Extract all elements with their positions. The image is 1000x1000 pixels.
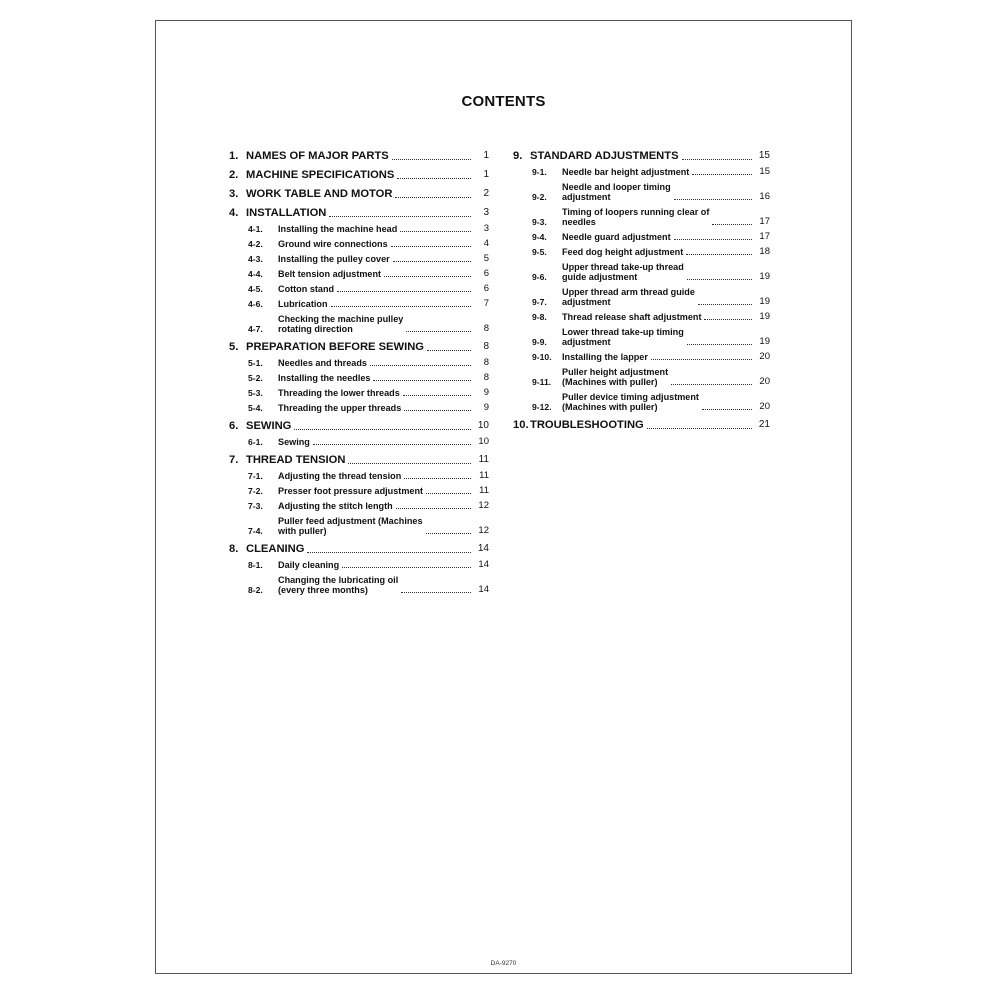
subsection-number: 9-5.	[532, 247, 547, 257]
subsection-title: Checking the machine pulley rotating direction	[278, 314, 404, 334]
subsection-number: 4-1.	[248, 224, 263, 234]
subsection-number: 4-3.	[248, 254, 263, 264]
subsection-title: Needle and looper timing adjustment	[562, 182, 671, 202]
subsection-title: Cotton stand	[278, 284, 335, 294]
subsection-number: 9-8.	[532, 312, 547, 322]
subsection-page-number: 17	[759, 231, 770, 242]
toc-subsection-row[interactable]	[513, 327, 770, 347]
subsection-title: Threading the upper threads	[278, 403, 402, 413]
subsection-title: Lower thread take-up timing adjustment	[562, 327, 684, 347]
subsection-title: Needles and threads	[278, 358, 367, 368]
toc-section	[229, 543, 489, 595]
dot-leader	[392, 159, 471, 160]
subsection-number: 9-7.	[532, 297, 547, 307]
section-title: TROUBLESHOOTING	[530, 419, 644, 431]
subsection-page-number: 3	[483, 223, 489, 234]
toc-subsection-row[interactable]	[513, 182, 770, 202]
subsection-page-number: 8	[483, 372, 489, 383]
section-number: 8.	[229, 543, 239, 555]
subsection-title: Daily cleaning	[278, 560, 340, 570]
section-title: STANDARD ADJUSTMENTS	[530, 150, 679, 162]
section-number: 5.	[229, 341, 239, 353]
dot-leader	[391, 246, 471, 247]
subsection-page-number: 20	[759, 401, 770, 412]
dot-leader	[674, 199, 752, 200]
section-number: 7.	[229, 454, 239, 466]
subsection-number: 8-2.	[248, 585, 263, 595]
toc-section	[229, 341, 489, 413]
section-page-number: 2	[483, 188, 489, 199]
toc-section	[513, 419, 770, 431]
section-number: 1.	[229, 150, 239, 162]
subsection-page-number: 14	[478, 559, 489, 570]
toc-subsection-row[interactable]	[229, 284, 489, 294]
toc-subsection-row[interactable]	[513, 207, 770, 227]
toc-section-row[interactable]	[229, 454, 489, 466]
page-title: CONTENTS	[461, 93, 546, 110]
toc-section-row[interactable]	[229, 169, 489, 181]
toc-subsection-row[interactable]	[229, 403, 489, 413]
subsection-title: Upper thread arm thread guide adjustment	[562, 287, 695, 307]
dot-leader	[294, 429, 471, 430]
toc-subsection-row[interactable]	[229, 314, 489, 334]
section-number: 6.	[229, 420, 239, 432]
dot-leader	[307, 552, 471, 553]
subsection-page-number: 12	[478, 500, 489, 511]
section-title: PREPARATION BEFORE SEWING	[246, 341, 424, 353]
subsection-number: 6-1.	[248, 437, 263, 447]
subsection-number: 9-12.	[532, 402, 552, 412]
dot-leader	[313, 444, 471, 445]
subsection-number: 5-3.	[248, 388, 263, 398]
toc-subsection-row[interactable]	[229, 501, 489, 511]
section-page-number: 8	[483, 341, 489, 352]
dot-leader	[692, 174, 752, 175]
dot-leader	[404, 410, 471, 411]
subsection-page-number: 7	[483, 298, 489, 309]
subsection-number: 9-11.	[532, 377, 552, 387]
subsection-page-number: 4	[483, 238, 489, 249]
toc-subsection-row[interactable]	[513, 367, 770, 387]
subsection-page-number: 20	[759, 376, 770, 387]
toc-subsection-row[interactable]	[513, 352, 770, 362]
subsection-number: 9-3.	[532, 217, 547, 227]
toc-subsection-row[interactable]	[229, 516, 489, 536]
dot-leader	[370, 365, 471, 366]
section-number: 3.	[229, 188, 239, 200]
toc-subsection-row[interactable]	[229, 388, 489, 398]
subsection-title: Needle guard adjustment	[562, 232, 671, 242]
subsection-number: 5-4.	[248, 403, 263, 413]
subsection-number: 9-4.	[532, 232, 547, 242]
subsection-title: Installing the machine head	[278, 224, 398, 234]
section-page-number: 3	[483, 207, 489, 218]
subsection-number: 8-1.	[248, 560, 263, 570]
dot-leader	[403, 395, 471, 396]
subsection-number: 4-4.	[248, 269, 263, 279]
subsection-page-number: 18	[759, 246, 770, 257]
toc-subsection-row[interactable]	[229, 560, 489, 570]
section-title: MACHINE SPECIFICATIONS	[246, 169, 395, 181]
toc-subsection-row[interactable]	[229, 471, 489, 481]
section-title: NAMES OF MAJOR PARTS	[246, 150, 389, 162]
toc-subsection-row[interactable]	[229, 373, 489, 383]
toc-subsection-row[interactable]	[229, 486, 489, 496]
toc-subsection-row[interactable]	[229, 239, 489, 249]
dot-leader	[329, 216, 471, 217]
toc-section-row[interactable]	[229, 188, 489, 200]
dot-leader	[682, 159, 752, 160]
section-title: CLEANING	[246, 543, 305, 555]
subsection-number: 4-2.	[248, 239, 263, 249]
subsection-page-number: 14	[478, 584, 489, 595]
section-page-number: 14	[477, 543, 489, 554]
subsection-page-number: 8	[483, 323, 489, 334]
subsection-title: Upper thread take-up thread guide adjustment	[562, 262, 684, 282]
toc-subsection-row[interactable]	[229, 254, 489, 264]
toc-section	[229, 207, 489, 334]
dot-leader	[671, 384, 752, 385]
subsection-number: 7-2.	[248, 486, 263, 496]
toc-subsection-row[interactable]	[513, 312, 770, 322]
toc-section-row[interactable]	[513, 150, 770, 162]
subsection-title: Timing of loopers running clear of needles	[562, 207, 710, 227]
dot-leader	[702, 409, 752, 410]
subsection-number: 4-5.	[248, 284, 263, 294]
subsection-title: Presser foot pressure adjustment	[278, 486, 424, 496]
dot-leader	[401, 592, 471, 593]
section-number: 2.	[229, 169, 239, 181]
dot-leader	[400, 231, 471, 232]
toc-section-row[interactable]	[229, 543, 489, 555]
section-page-number: 1	[483, 169, 489, 180]
subsection-page-number: 8	[483, 357, 489, 368]
subsection-number: 9-9.	[532, 337, 547, 347]
toc-subsection-row[interactable]	[513, 392, 770, 412]
toc-subsection-row[interactable]	[513, 167, 770, 177]
subsection-page-number: 20	[759, 351, 770, 362]
subsection-title: Puller feed adjustment (Machines with puller)	[278, 516, 423, 536]
subsection-title: Ground wire connections	[278, 239, 388, 249]
dot-leader	[337, 291, 471, 292]
subsection-page-number: 6	[483, 268, 489, 279]
subsection-page-number: 12	[478, 525, 489, 536]
toc-section-row[interactable]	[513, 419, 770, 431]
toc-section	[229, 188, 489, 200]
subsection-title: Belt tension adjustment	[278, 269, 382, 279]
section-page-number: 15	[758, 150, 770, 161]
dot-leader	[406, 331, 471, 332]
subsection-title: Adjusting the stitch length	[278, 501, 393, 511]
subsection-title: Sewing	[278, 437, 310, 447]
toc-section	[229, 454, 489, 536]
toc-section	[513, 150, 770, 412]
subsection-title: Puller height adjustment (Machines with puller)	[562, 367, 669, 387]
dot-leader	[651, 359, 752, 360]
toc-subsection-row[interactable]	[229, 575, 489, 595]
dot-leader	[404, 478, 471, 479]
section-title: SEWING	[246, 420, 292, 432]
subsection-number: 7-4.	[248, 526, 263, 536]
subsection-page-number: 9	[483, 402, 489, 413]
subsection-title: Installing the lapper	[562, 352, 648, 362]
subsection-title: Puller device timing adjustment (Machines with puller)	[562, 392, 699, 412]
dot-leader	[674, 239, 752, 240]
subsection-number: 5-2.	[248, 373, 263, 383]
toc-subsection-row[interactable]	[229, 358, 489, 368]
dot-leader	[687, 279, 752, 280]
section-page-number: 21	[758, 419, 770, 430]
subsection-page-number: 17	[759, 216, 770, 227]
section-page-number: 11	[478, 454, 489, 465]
document-code: DA-9270	[490, 960, 517, 967]
toc-section	[229, 150, 489, 162]
subsection-title: Feed dog height adjustment	[562, 247, 684, 257]
subsection-page-number: 5	[483, 253, 489, 264]
document-page	[155, 20, 852, 974]
subsection-page-number: 11	[479, 470, 489, 481]
subsection-page-number: 10	[478, 436, 489, 447]
toc-section	[229, 420, 489, 447]
dot-leader	[647, 428, 752, 429]
dot-leader	[397, 178, 471, 179]
subsection-number: 7-1.	[248, 471, 263, 481]
section-number: 10.	[513, 419, 529, 431]
subsection-number: 9-6.	[532, 272, 547, 282]
subsection-number: 9-2.	[532, 192, 547, 202]
subsection-number: 4-7.	[248, 324, 263, 334]
dot-leader	[704, 319, 752, 320]
subsection-page-number: 19	[759, 336, 770, 347]
subsection-page-number: 16	[759, 191, 770, 202]
dot-leader	[712, 224, 752, 225]
section-title: THREAD TENSION	[246, 454, 346, 466]
section-title: INSTALLATION	[246, 207, 327, 219]
subsection-number: 7-3.	[248, 501, 263, 511]
toc-section	[229, 169, 489, 181]
subsection-number: 9-10.	[532, 352, 552, 362]
dot-leader	[342, 567, 471, 568]
section-number: 9.	[513, 150, 523, 162]
section-title: WORK TABLE AND MOTOR	[246, 188, 393, 200]
section-number: 4.	[229, 207, 239, 219]
toc-subsection-row[interactable]	[229, 299, 489, 309]
toc-section-row[interactable]	[229, 150, 489, 162]
subsection-number: 5-1.	[248, 358, 263, 368]
toc-subsection-row[interactable]	[513, 262, 770, 282]
toc-left-column	[229, 150, 489, 602]
toc-section-row[interactable]	[229, 207, 489, 219]
subsection-page-number: 19	[759, 296, 770, 307]
toc-subsection-row[interactable]	[229, 437, 489, 447]
dot-leader	[395, 197, 471, 198]
dot-leader	[396, 508, 471, 509]
dot-leader	[348, 463, 471, 464]
dot-leader	[698, 304, 752, 305]
subsection-title: Adjusting the thread tension	[278, 471, 402, 481]
toc-subsection-row[interactable]	[513, 287, 770, 307]
dot-leader	[426, 533, 471, 534]
subsection-title: Lubrication	[278, 299, 328, 309]
dot-leader	[384, 276, 471, 277]
subsection-page-number: 9	[483, 387, 489, 398]
dot-leader	[426, 493, 471, 494]
toc-subsection-row[interactable]	[513, 232, 770, 242]
section-page-number: 1	[483, 150, 489, 161]
subsection-page-number: 6	[483, 283, 489, 294]
subsection-title: Needle bar height adjustment	[562, 167, 690, 177]
subsection-page-number: 19	[759, 271, 770, 282]
toc-right-column	[513, 150, 770, 438]
dot-leader	[427, 350, 471, 351]
dot-leader	[393, 261, 471, 262]
dot-leader	[331, 306, 471, 307]
subsection-title: Threading the lower threads	[278, 388, 400, 398]
subsection-title: Thread release shaft adjustment	[562, 312, 702, 322]
toc-subsection-row[interactable]	[513, 247, 770, 257]
subsection-title: Changing the lubricating oil (every three months)	[278, 575, 399, 595]
toc-section-row[interactable]	[229, 341, 489, 353]
subsection-page-number: 11	[479, 485, 489, 496]
dot-leader	[373, 380, 471, 381]
section-page-number: 10	[477, 420, 489, 431]
dot-leader	[687, 344, 752, 345]
dot-leader	[686, 254, 752, 255]
subsection-title: Installing the pulley cover	[278, 254, 390, 264]
subsection-page-number: 15	[759, 166, 770, 177]
toc-subsection-row[interactable]	[229, 269, 489, 279]
toc-subsection-row[interactable]	[229, 224, 489, 234]
subsection-number: 4-6.	[248, 299, 263, 309]
subsection-page-number: 19	[759, 311, 770, 322]
subsection-number: 9-1.	[532, 167, 547, 177]
toc-section-row[interactable]	[229, 420, 489, 432]
subsection-title: Installing the needles	[278, 373, 371, 383]
